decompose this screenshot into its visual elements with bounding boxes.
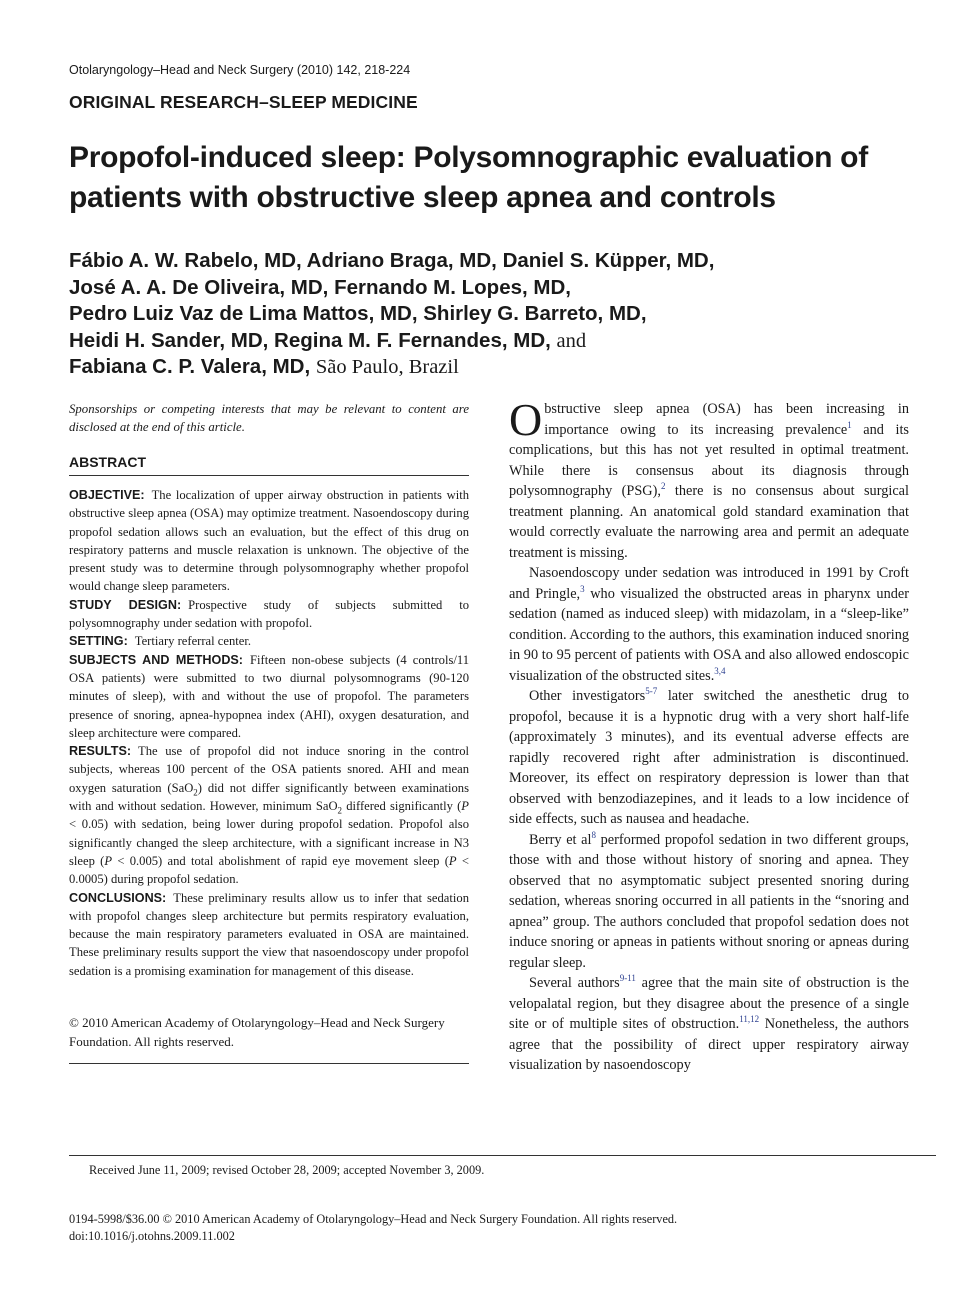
conclusions-label: CONCLUSIONS: (69, 890, 167, 905)
title-line-2: patients with obstructive sleep apnea and controls (69, 181, 776, 214)
results-text-a: The use of propofol did not induce snoring in the control subjects, whereas 100 percent of the OSA patients snored. AHI and mean oxygen saturation (SaO (69, 744, 469, 795)
objective-text: The localization of upper airway obstruction in patients with obstructive sleep apnea (OSA) may optimize treatment. Nasoendoscopy during propofol sedation allows such an evaluation, but the effect of this drug on respiratory patterns and muscle relaxation is unknown. The objective of the present study was to determine through polysomnography whether propofol would change sleep parameters. (69, 488, 469, 594)
results-p-value-3: < 0.0005) during propofol sedation. (69, 853, 470, 887)
reference-link[interactable]: 8 (591, 829, 596, 840)
sponsorship-note: Sponsorships or competing interests that may be relevant to content are disclosed at the end of this article. (69, 402, 469, 434)
p-symbol: P (104, 853, 113, 868)
body-paragraph-1 (509, 394, 909, 563)
title-line-1: Propofol-induced sleep: Polysomnographic evaluation of (69, 141, 868, 174)
body-paragraph-2 (509, 563, 909, 686)
reference-link[interactable]: 3,4 (714, 665, 726, 676)
p-symbol: P (461, 799, 469, 814)
results-text-b: ) did not differ significantly between examinations with and without sedation. However, minimum SaO (69, 780, 469, 814)
authors-line-2: José A. A. De Oliveira, MD, Fernando M. Lopes, MD, (69, 275, 571, 299)
authors-line-4: Heidi H. Sander, MD, Regina M. F. Fernandes, MD, (69, 328, 551, 352)
reference-link[interactable]: 3 (580, 583, 585, 594)
article-title (69, 138, 929, 218)
publication-footer (69, 1211, 677, 1245)
p-symbol: P (448, 853, 457, 868)
body-text: who visualized the obstructed areas in pharynx under sedation (named as induced sleep) with midazolam, in a “sleep-like” condition. According to the authors, this examination induced snoring in 90 to 95 percent of patients with OSA and also allowed endoscopic visualization of the obstructed sites. (509, 585, 909, 684)
objective-label: OBJECTIVE: (69, 488, 145, 502)
body-text: bstructive sleep apnea (OSA) has been increasing in importance owing to its increasing prevalence (544, 401, 909, 438)
body-text: there is no consensus about surgical treatment planning. An anatomical gold standard examination that would correctly evaluate the narrowing area and permit an adequate treatment is missing. (509, 483, 909, 561)
body-text: and its complications, but this has not yet resulted in optimal treatment. While there is consensus about its diagnosis through polysomnography (PSG), (509, 421, 909, 499)
abstract-study-design (69, 596, 469, 633)
body-text: Several authors (529, 975, 620, 991)
body-text: later switched the anesthetic drug to propofol, because it is a hypnotic drug with a very short half-life (approximately 3 minutes), and its eventual adverse effects are rapidly recovered right after administration is discontinued. Moreover, its effect on respiratory depression is lower than that observed with benzodiazepines, and it leads to a low incidence of side effects, such as nausea and headache. (509, 688, 909, 827)
body-text: agree that the main site of obstruction is the velopalatal region, but they disagree about the presence of a single site or of multiple sites of obstruction. (509, 975, 909, 1032)
body-text: Nasoendoscopy under sedation was introduced in 1991 by Croft and Pringle, (509, 565, 909, 602)
abstract-subjects-methods (69, 651, 469, 742)
body-text: Other investigators (529, 688, 646, 704)
body-text: Nonetheless, the authors agree that the possibility of direct upper respiratory airway visualization by nasoendoscopy (509, 1016, 910, 1073)
authors-line-3: Pedro Luiz Vaz de Lima Mattos, MD, Shirley G. Barreto, MD, (69, 302, 647, 325)
drop-cap: O (509, 394, 543, 445)
issn-copyright: 0194-5998/$36.00 © 2010 American Academy of Otolaryngology–Head and Neck Surgery Foundation. All rights reserved. (69, 1212, 678, 1226)
study-design-text: Prospective study of subjects submitted to polysomnography under sedation with propofol. (69, 597, 469, 631)
body-paragraph-3 (509, 686, 909, 830)
study-design-label: STUDY DESIGN: (69, 597, 182, 612)
section-label: ORIGINAL RESEARCH–SLEEP MEDICINE (69, 92, 418, 112)
abstract-heading: ABSTRACT (69, 454, 469, 476)
subscript-2: 2 (337, 805, 343, 816)
reference-link[interactable]: 1 (847, 419, 852, 430)
received-dates: Received June 11, 2009; revised October 28, 2009; accepted November 3, 2009. (89, 1163, 485, 1177)
setting-label: SETTING: (69, 634, 128, 649)
abstract-setting (69, 632, 469, 650)
results-text-c: differed significantly ( (342, 799, 462, 814)
results-p-value-1: < 0.05) with sedation, being lower during propofol sedation. Propofol also significantly changed the sleep architecture, with a significant increase in N3 sleep ( (69, 817, 469, 868)
author-list (69, 248, 929, 381)
reference-link[interactable]: 2 (660, 481, 666, 492)
abstract-conclusions (69, 889, 469, 980)
results-p-value-2: < 0.005) and total abolishment of rapid eye movement sleep ( (112, 853, 449, 868)
journal-citation: Otolaryngology–Head and Neck Surgery (2010) 142, 218-224 (69, 63, 411, 77)
reference-link[interactable]: 11,12 (739, 1014, 760, 1025)
results-label: RESULTS: (69, 744, 132, 759)
conclusions-text: These preliminary results allow us to infer that sedation with propofol changes sleep architecture but permits respiratory evaluation, because the main respiratory parameters evaluated in OSA are maintained. These preliminary results support the view that nasoendoscopy under propofol sedation is a promising examination for management of this disease. (69, 890, 469, 978)
author-location: São Paulo, Brazil (315, 356, 459, 378)
footer-divider (69, 1155, 936, 1156)
authors-line-5: Fabiana C. P. Valera, MD, (69, 355, 311, 378)
abstract-results (69, 742, 469, 888)
authors-line-1: Fábio A. W. Rabelo, MD, Adriano Braga, MD, Daniel S. Küpper, MD, (69, 249, 715, 272)
reference-link[interactable]: 9-11 (619, 973, 636, 984)
subjects-methods-label: SUBJECTS AND METHODS: (69, 652, 244, 667)
abstract-objective (69, 486, 469, 596)
body-paragraph-4 (509, 830, 909, 974)
body-paragraph-5 (509, 973, 909, 1076)
authors-and: and (556, 329, 587, 352)
subscript-2: 2 (193, 787, 198, 798)
abstract-body (69, 486, 469, 980)
reference-link[interactable]: 5-7 (645, 686, 658, 697)
doi[interactable]: doi:10.1016/j.otohns.2009.11.002 (69, 1229, 235, 1243)
body-text: Berry et al (529, 831, 592, 848)
abstract-copyright: © 2010 American Academy of Otolaryngology–Head and Neck Surgery Foundation. All rights reserved. (69, 1013, 469, 1064)
left-column (69, 400, 469, 1064)
setting-text: Tertiary referral center. (134, 634, 252, 649)
body-text-column (509, 394, 910, 1076)
subjects-methods-text: Fifteen non-obese subjects (4 controls/11 OSA patients) were submitted to two diurnal polysomnograms (90-120 minutes of sleep), with and without the use of propofol. The parameters presence of snoring, apnea-hypopnea index (AHI), oxygen desaturation, and sleep architecture were compared. (69, 652, 469, 740)
body-text: performed propofol sedation in two different groups, those with and those without history of snoring and apnea. They observed that no asymptomatic subject presented snoring during sedation, whereas snoring occurred in all patients in the “snoring and apnea” group. The authors concluded that propofol sedation does not induce snoring or apneas in patients without snoring or apneas during regular sleep. (509, 831, 909, 971)
